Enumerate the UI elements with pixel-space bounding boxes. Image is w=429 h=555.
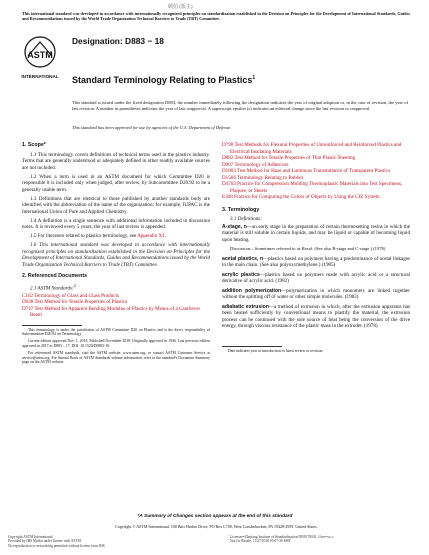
term-adiabatic-extrusion: adiabatic extrusion—a method of extrusion in which, after the extrusion apparatus has been heated sufficiently by conventional means to plastify the material, the extrusion process can be continued with the sole source of heat being the conversion of the drive energy, through viscous resistance of the plastic mass in the extruder. (1978) [222, 303, 410, 329]
footnote-3: Date indicates year of introduction or latest review or revision. [228, 348, 324, 353]
copyright-line: Copyright © ASTM International, 100 Barr Harbor Drive, PO Box C700, West Conshohocken, PA 19428-2959. United States [115, 524, 317, 529]
left-column [22, 142, 210, 367]
reference-item[interactable] [222, 181, 410, 194]
reference-code[interactable]: C162 [22, 292, 34, 299]
reference-item[interactable] [222, 194, 410, 201]
term-a-stage-discussion: Discussion—Sometimes referred to as Resol. (See also B-stage and C-stage.) (1978) [230, 246, 386, 251]
license-left: Copyright ASTM International Provided by IHS Markit under license with ASTM No reproduction or networking permitted without license from IHS [8, 535, 105, 548]
summary-of-changes-note: *A Summary of Changes section appears at the end of this standard [137, 514, 293, 519]
right-column [222, 142, 410, 355]
watermark-stamp: 顾伯 (版主) [168, 5, 193, 10]
reference-item[interactable] [22, 306, 210, 319]
paragraph-1-4: 1.4 A definition is a single sentence with additional information included in discussion notes. It is reviewed every 5 years; the year of last review is appended. [22, 217, 210, 230]
reference-title[interactable]: Practice for Compression Molding Thermoplastic Materials into Test Specimens, Plaques, or Sheets [230, 181, 403, 194]
reference-title[interactable]: Practice for Computing the Colors of Objects by Using the CIE System [234, 194, 380, 200]
astm-standards-subheading: 2.1 ASTM Standards:$^2$ [30, 282, 76, 292]
page-title: Standard Terminology Relating to Plastics$^1$ [72, 75, 256, 85]
reference-title[interactable]: Terminology Relating to Rubber [237, 174, 304, 181]
paragraph-1-5: 1.5 For literature related to plastics terminology, see Appendix X1. [30, 233, 167, 239]
section-heading-scope: 1. Scope* [22, 142, 46, 148]
references-list-left [22, 293, 210, 319]
reference-code[interactable]: D907 [222, 161, 234, 168]
definitions-subheading: 3.1 Definitions: [230, 216, 262, 222]
license-right: Licensee=Zhejiang Institute of Standardization/5958170001, User=xx, r Not for Resale, 11/27/2018 05:07:30 MST [230, 535, 334, 544]
top-notice: This international standard was developed in accordance with internationally recognized principles on standardization established in the Decision on Principles for the Development of International Standards, Guides and Recommendations issued by the World Trade Organization Technical Barriers to Trade (TBT) Committee. [22, 11, 410, 22]
reference-title[interactable]: Terminology of Glass and Glass Products [34, 292, 119, 299]
reference-code[interactable]: D4703 [222, 181, 236, 187]
term-acrylic-plastics: acrylic plastics—plastics based on polymers made with acrylic acid or a structural derivative of acrylic acid. (1982) [222, 271, 410, 284]
reference-code[interactable]: D1003 [222, 168, 236, 174]
term-addition-polymerization: addition polymerization—polymerization in which monomers are linked together without the splitting off of water or other simple molecules. (1983) [222, 287, 410, 300]
appendix-link[interactable]: Appendix X1 [137, 233, 165, 239]
footnote-2: For referenced ASTM standards, visit the ASTM website, www.astm.org, or contact ASTM Customer Service at service@astm.org. For Annual Book of ASTM Standards volume information, refer to the standard's Document Summary page on the ASTM website. [22, 350, 210, 365]
reference-code[interactable]: D1566 [222, 174, 236, 181]
footnote-1: This terminology is under the jurisdiction of ASTM Committee D20 on Plastics and is the direct responsibility of Subcommittee D20.92 on Terminology. [22, 327, 210, 337]
footnote-divider-right [222, 346, 282, 347]
reference-title[interactable]: Test Method for Tensile Properties of Thin Plastic Sheeting [234, 155, 356, 161]
astm-international-logo-icon [20, 34, 60, 82]
term-a-stage: A-stage, n—an early stage in the preparation of certain thermosetting resins in which the material is still soluble in certain liquids, and may be liquid or capable of becoming liquid upon heating. [222, 223, 410, 243]
footnote-divider [22, 325, 82, 326]
reference-title[interactable]: Test Method for Haze and Luminous Transmittance of Transparent Plastics [237, 168, 390, 174]
reference-title[interactable]: Test Methods for Flexural Properties of Unreinforced and Reinforced Plastics and Electrical Insulating Materials [230, 142, 402, 155]
designation: Designation: D883 − 18 [72, 36, 164, 46]
reference-code[interactable]: E308 [222, 194, 233, 200]
section-heading-references: 2. Referenced Documents [22, 273, 88, 279]
reference-item[interactable] [222, 142, 410, 155]
reference-title[interactable]: Test Method for Apparent Bending Modulus of Plastics by Means of a Cantilever Beam [30, 305, 201, 319]
svg-text:ASTM: ASTM [27, 50, 53, 60]
reference-code[interactable]: D882 [222, 155, 234, 161]
reference-code[interactable]: D747 [22, 305, 34, 312]
reference-code[interactable]: D638 [22, 299, 34, 306]
references-list-right [222, 142, 410, 201]
dod-note: This standard has been approved for use by agencies of the U.S. Department of Defense. [72, 125, 232, 130]
paragraph-1-6: 1.6 This international standard was developed in accordance with internationally recognized principles on standardization established in the Decision on Principles for the Development of International Standards, Guides and Recommendations issued by the World Trade Organization Technical Barriers to Trade (TBT) Committee. [22, 242, 210, 268]
issue-note: This standard is issued under the fixed designation D883; the number immediately following the designation indicates the year of original adoption or, in the case of revision, the year of last revision. A number in parentheses indicates the year of last reapproval. A superscript epsilon (ε) indicates an editorial change since the last revision or reapproval. [72, 100, 408, 111]
logo-text: INTERNATIONAL [21, 74, 59, 79]
term-acetal-plastics: acetal plastics, n—plastics based on polymers having a predominance of acetal linkages in the main chain. (See also polyoxymethylene.) (1985) [222, 255, 410, 268]
paragraph-1-1: 1.1 This terminology covers definitions of technical terms used in the plastics industry. Terms that are generally understood or adequately defined in other readily available sources are not included. [22, 151, 210, 171]
footnote-1-edition: Current edition approved Nov. 1, 2018. Published November 2018. Originally approved in 1946. Last previous edition approved in 2017 as D883 – 17. DOI: 10.1520/D0883-18. [22, 339, 210, 349]
astm-logo [20, 34, 60, 82]
reference-code[interactable]: D790 [222, 142, 234, 148]
reference-title[interactable]: Terminology of Adhesives [234, 161, 289, 168]
paragraph-1-2: 1.2 When a term is used in an ASTM document for which Committee D20 is responsible it is included only when judged, after review, by Subcommittee D20.92 to be a generally usable term. [22, 173, 210, 193]
section-heading-terminology: 3. Terminology [222, 206, 260, 213]
paragraph-1-3: 1.3 Definitions that are identical to those published by another standards body are identified with the abbreviation of the name of the organization; for example, IUPAC is the International Union of Pure and Applied Chemistry. [22, 195, 210, 215]
reference-title[interactable]: Test Method for Tensile Properties of Plastics [34, 299, 128, 306]
